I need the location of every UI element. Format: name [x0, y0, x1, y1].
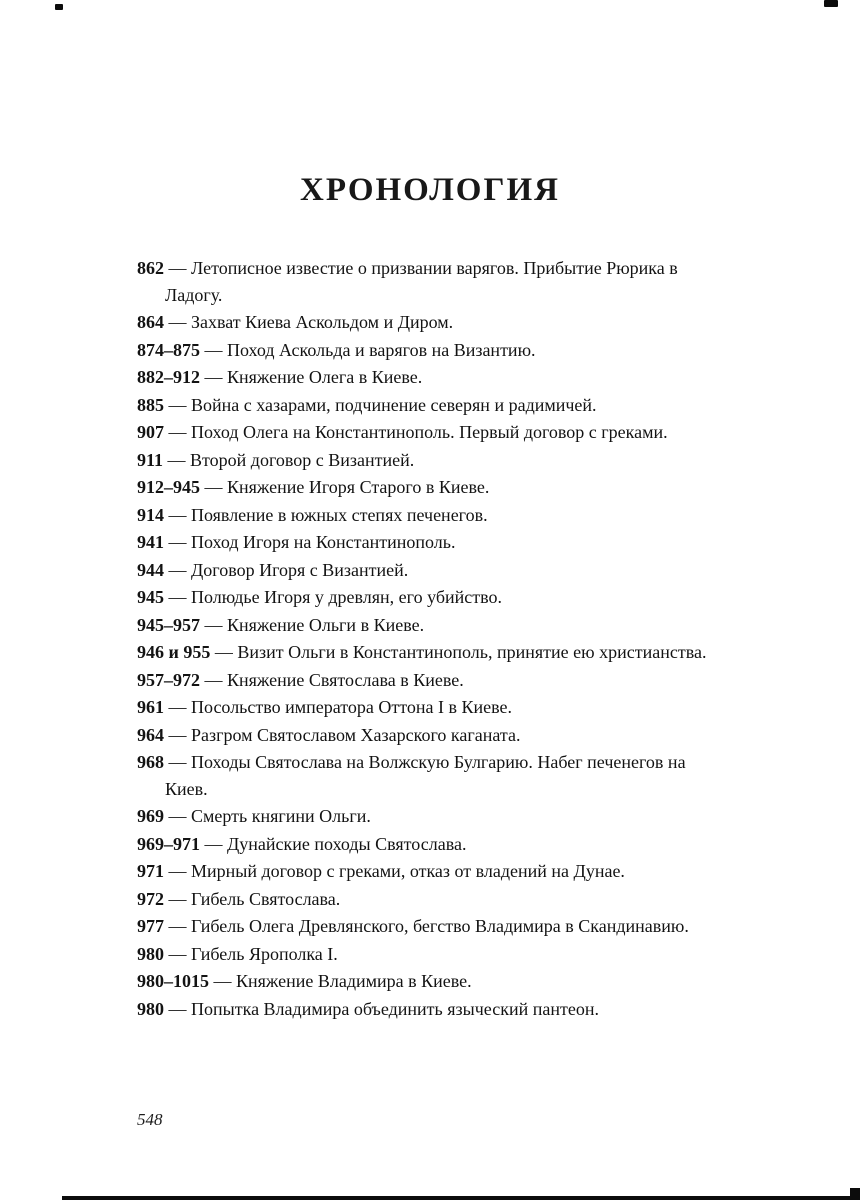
chronology-entry	[137, 913, 729, 940]
entry-year: 907	[137, 422, 164, 442]
entry-separator: —	[210, 642, 238, 662]
entry-separator: —	[164, 559, 191, 580]
entry-separator: —	[164, 888, 191, 909]
entry-year: 980–1015	[137, 971, 209, 991]
entry-year: 912–945	[137, 477, 200, 497]
entry-year: 945	[137, 587, 164, 607]
entry-separator: —	[164, 916, 191, 936]
entry-separator: —	[164, 312, 191, 332]
chronology-entry	[137, 612, 729, 639]
entry-year: 969–971	[137, 833, 200, 854]
chronology-entry	[137, 502, 729, 529]
entry-text: Летописное известие о призвании варягов. Прибытие Рюрика в Ладогу.	[165, 258, 678, 305]
scan-artifact-top-left	[55, 4, 63, 10]
entry-year: 961	[137, 697, 164, 717]
chronology-entry	[137, 337, 729, 364]
entry-year: 980	[137, 943, 164, 964]
chronology-entry	[137, 639, 729, 666]
entry-text: Поход Игоря на Константинополь.	[191, 532, 456, 552]
entry-text: Разгром Святославом Хазарского каганата.	[191, 724, 521, 745]
entry-separator: —	[164, 861, 191, 881]
scan-artifact-top-right	[824, 0, 838, 7]
entry-text: Гибель Ярополка I.	[191, 943, 338, 964]
chronology-entry	[137, 447, 729, 474]
entry-separator: —	[200, 339, 227, 360]
chronology-entry	[137, 364, 729, 391]
page-title: ХРОНОЛОГИЯ	[300, 172, 560, 208]
entry-text: Княжение Святослава в Киеве.	[227, 669, 464, 690]
entry-text: Княжение Игоря Старого в Киеве.	[227, 477, 490, 497]
scan-artifact-bottom-right	[850, 1188, 860, 1200]
entry-text: Мирный договор с греками, отказ от владений на Дунае.	[191, 861, 625, 881]
entry-text: Появление в южных степях печенегов.	[191, 504, 488, 525]
chronology-entry	[137, 831, 729, 858]
entry-year: 945–957	[137, 614, 200, 635]
entry-separator: —	[164, 806, 191, 826]
entry-text: Смерть княгини Ольги.	[191, 806, 371, 826]
page-number: 548	[137, 1110, 163, 1129]
entry-year: 911	[137, 449, 164, 470]
entry-separator: —	[164, 752, 191, 772]
chronology-entry	[137, 968, 729, 995]
entry-separator: —	[164, 697, 191, 717]
entry-year: 885	[137, 394, 164, 415]
entry-text: Поход Аскольда и варягов на Византию.	[227, 339, 536, 360]
entry-separator: —	[209, 971, 236, 991]
entry-separator: —	[200, 477, 227, 497]
entry-year: 882–912	[137, 367, 200, 387]
chronology-list	[137, 255, 729, 1022]
chronology-entry	[137, 886, 729, 913]
entry-year: 874–875	[137, 339, 200, 360]
entry-text: Гибель Олега Древлянского, бегство Владимира в Скандинавию.	[191, 916, 689, 936]
chronology-entry	[137, 803, 729, 830]
entry-separator: —	[164, 943, 191, 964]
entry-separator: —	[200, 614, 227, 635]
entry-text: Полюдье Игоря у древлян, его убийство.	[191, 587, 502, 607]
scan-artifact-bottom-edge	[62, 1196, 860, 1200]
entry-year: 941	[137, 532, 164, 552]
entry-separator: —	[164, 998, 191, 1019]
entry-text: Война с хазарами, подчинение северян и радимичей.	[191, 394, 597, 415]
entry-separator: —	[164, 532, 191, 552]
entry-text: Дунайские походы Святослава.	[227, 833, 467, 854]
entry-year: 862	[137, 258, 164, 278]
entry-separator: —	[164, 394, 191, 415]
entry-text: Гибель Святослава.	[191, 888, 341, 909]
entry-year: 969	[137, 806, 164, 826]
entry-text: Посольство императора Оттона I в Киеве.	[191, 697, 513, 717]
entry-separator: —	[164, 422, 191, 442]
chronology-entry	[137, 255, 729, 308]
entry-year: 914	[137, 504, 164, 525]
entry-year: 957–972	[137, 669, 200, 690]
chronology-entry	[137, 309, 729, 336]
chronology-entry	[137, 941, 729, 968]
chronology-entry	[137, 749, 729, 802]
entry-separator: —	[164, 724, 191, 745]
entry-text: Второй договор с Византией.	[190, 449, 415, 470]
entry-separator: —	[200, 367, 227, 387]
entry-separator: —	[164, 258, 191, 278]
chronology-entry	[137, 694, 729, 721]
entry-year: 972	[137, 888, 164, 909]
entry-text: Визит Ольги в Константинополь, принятие ею христианства.	[237, 642, 707, 662]
entry-year: 946 и 955	[137, 642, 211, 662]
entry-year: 977	[137, 916, 164, 936]
chronology-entry	[137, 557, 729, 584]
entry-year: 968	[137, 752, 164, 772]
chronology-entry	[137, 419, 729, 446]
entry-separator: —	[163, 449, 191, 470]
entry-separator: —	[164, 587, 191, 607]
chronology-entry	[137, 858, 729, 885]
chronology-entry	[137, 474, 729, 501]
entry-text: Княжение Ольги в Киеве.	[227, 614, 425, 635]
chronology-entry	[137, 667, 729, 694]
chronology-entry	[137, 392, 729, 419]
chronology-entry	[137, 996, 729, 1023]
entry-year: 964	[137, 724, 164, 745]
entry-text: Походы Святослава на Волжскую Булгарию. Набег печенегов на Киев.	[165, 752, 686, 799]
entry-text: Княжение Владимира в Киеве.	[236, 971, 472, 991]
chronology-entry	[137, 529, 729, 556]
entry-text: Захват Киева Аскольдом и Диром.	[191, 312, 454, 332]
entry-year: 971	[137, 861, 164, 881]
entry-separator: —	[164, 504, 191, 525]
entry-year: 980	[137, 998, 164, 1019]
entry-separator: —	[200, 833, 227, 854]
chronology-entry	[137, 722, 729, 749]
entry-separator: —	[200, 669, 227, 690]
entry-year: 944	[137, 559, 164, 580]
entry-text: Княжение Олега в Киеве.	[227, 367, 423, 387]
entry-text: Договор Игоря с Византией.	[191, 559, 409, 580]
entry-text: Поход Олега на Константинополь. Первый договор с греками.	[191, 422, 668, 442]
entry-text: Попытка Владимира объединить языческий пантеон.	[191, 998, 599, 1019]
entry-year: 864	[137, 312, 164, 332]
chronology-entry	[137, 584, 729, 611]
